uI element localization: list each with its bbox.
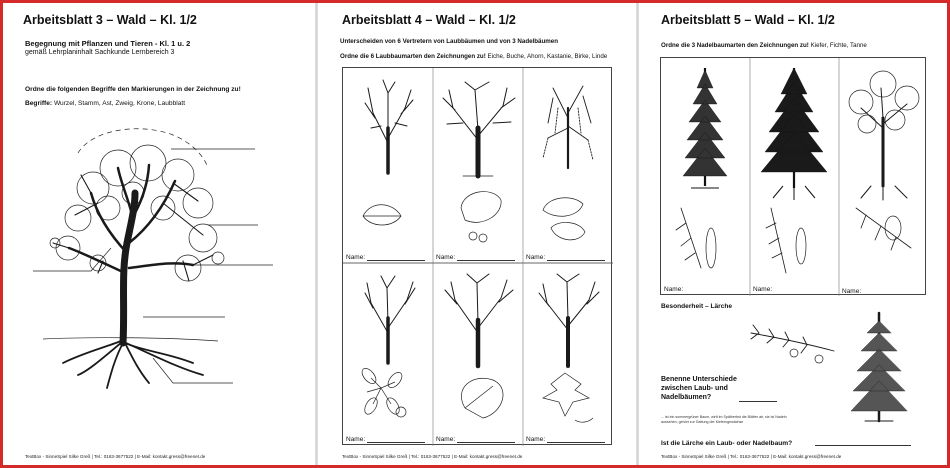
sheet-footer: TextBox - SinneSpiel Silke Greß | Tel.: 0163-3677522 | E-Mail: kontakt.gress@freenet.de [342,454,523,459]
name-label: Name: [842,288,862,295]
sheet-title: Arbeitsblatt 3 – Wald – Kl. 1/2 [23,13,197,27]
grid-lines [343,68,613,446]
leaves-row-2 [359,366,593,422]
larch-tree [851,313,907,421]
tree-2-broad [443,82,515,176]
question-larch: Ist die Lärche ein Laub- oder Nadelbaum? [661,440,793,447]
name-answer-line[interactable] [547,260,605,261]
instruction: Ordne die 6 Laubbaumarten den Zeichnungen zu! [340,53,486,60]
terms-list: Wurzel, Stamm, Ast, Zweig, Krone, Laubblatt [53,100,186,107]
cones-row [676,208,911,273]
answer-line[interactable] [815,445,911,446]
name-answer-line[interactable] [367,260,425,261]
tree-6-broad [539,274,599,366]
name-label: Name: [526,436,546,443]
sheet-heading: Unterscheiden von 6 Vertretern von Laubbäumen und von 3 Nadelbäumen [340,38,558,45]
conifer-grid [660,57,926,295]
name-label: Name: [346,254,366,261]
name-label: Name: [436,254,456,261]
tree-4-bare [365,276,415,363]
name-label: Name: [664,286,684,293]
larch-branch [751,325,834,363]
instruction: Ordne die folgenden Begriffe den Markierungen in der Zeichnung zu! [25,86,241,93]
tree-1-bare [365,80,413,173]
conifer-1 [683,68,727,188]
instruction: Ordne die 3 Nadelbaumarten den Zeichnungen zu! [661,42,809,49]
question-differences: Benenne Unterschiede zwischen Laub- und Nadelbäumen? [661,376,737,401]
tree-drawing [3,3,315,465]
leaves-row-1 [363,192,585,242]
instruction-row [661,41,867,50]
species-list: Eiche, Buche, Ahorn, Kastanie, Birke, Linde [487,53,608,60]
name-label: Name: [346,436,366,443]
sheet-subheading: gemäß Lehrplaninhalt Sachkunde Lernbereich 3 [25,49,175,56]
conifer-3 [849,71,919,200]
larch-info: ... ist ein sommergrüner Baum, wirft im Spätherbst die Blätter ab, sie ist Nadeln aussehen, gehört zur Gattung der Kieferngewächse [661,415,787,424]
tree-5-broad [445,274,513,366]
name-label: Name: [753,286,773,293]
worksheet-4 [318,3,636,465]
name-label: Name: [526,254,546,261]
species-list: Kiefer, Fichte, Tanne [810,42,867,49]
name-label: Name: [436,436,456,443]
tree-3-birch [543,86,593,168]
worksheet-5 [639,3,947,465]
sheet-footer: TextBox - SinneSpiel Silke Greß | Tel.: 0163-3677522 | E-Mail: kontakt.gress@freenet.de [661,454,842,459]
instruction-row [340,52,607,61]
answer-line[interactable] [739,401,777,402]
name-answer-line[interactable] [457,260,515,261]
conifer-2 [761,68,827,200]
sheet-heading: Begegnung mit Pflanzen und Tieren - Kl. 1 u. 2 [25,39,191,48]
sheet-footer: TextBox - SinneSpiel Silke Greß | Tel.: 0163-3677522 | E-Mail: kontakt.gress@freenet.de [25,454,206,459]
conifer-drawings [661,58,927,296]
worksheet-3 [3,3,315,465]
sheet-title: Arbeitsblatt 5 – Wald – Kl. 1/2 [661,13,835,27]
sheet-title: Arbeitsblatt 4 – Wald – Kl. 1/2 [342,13,516,27]
name-answer-line[interactable] [367,442,425,443]
name-answer-line[interactable] [547,442,605,443]
name-answer-line[interactable] [457,442,515,443]
tree-grid [342,67,612,445]
terms-label: Begriffe: [25,100,53,107]
special-heading: Besonderheit – Lärche [661,303,733,310]
